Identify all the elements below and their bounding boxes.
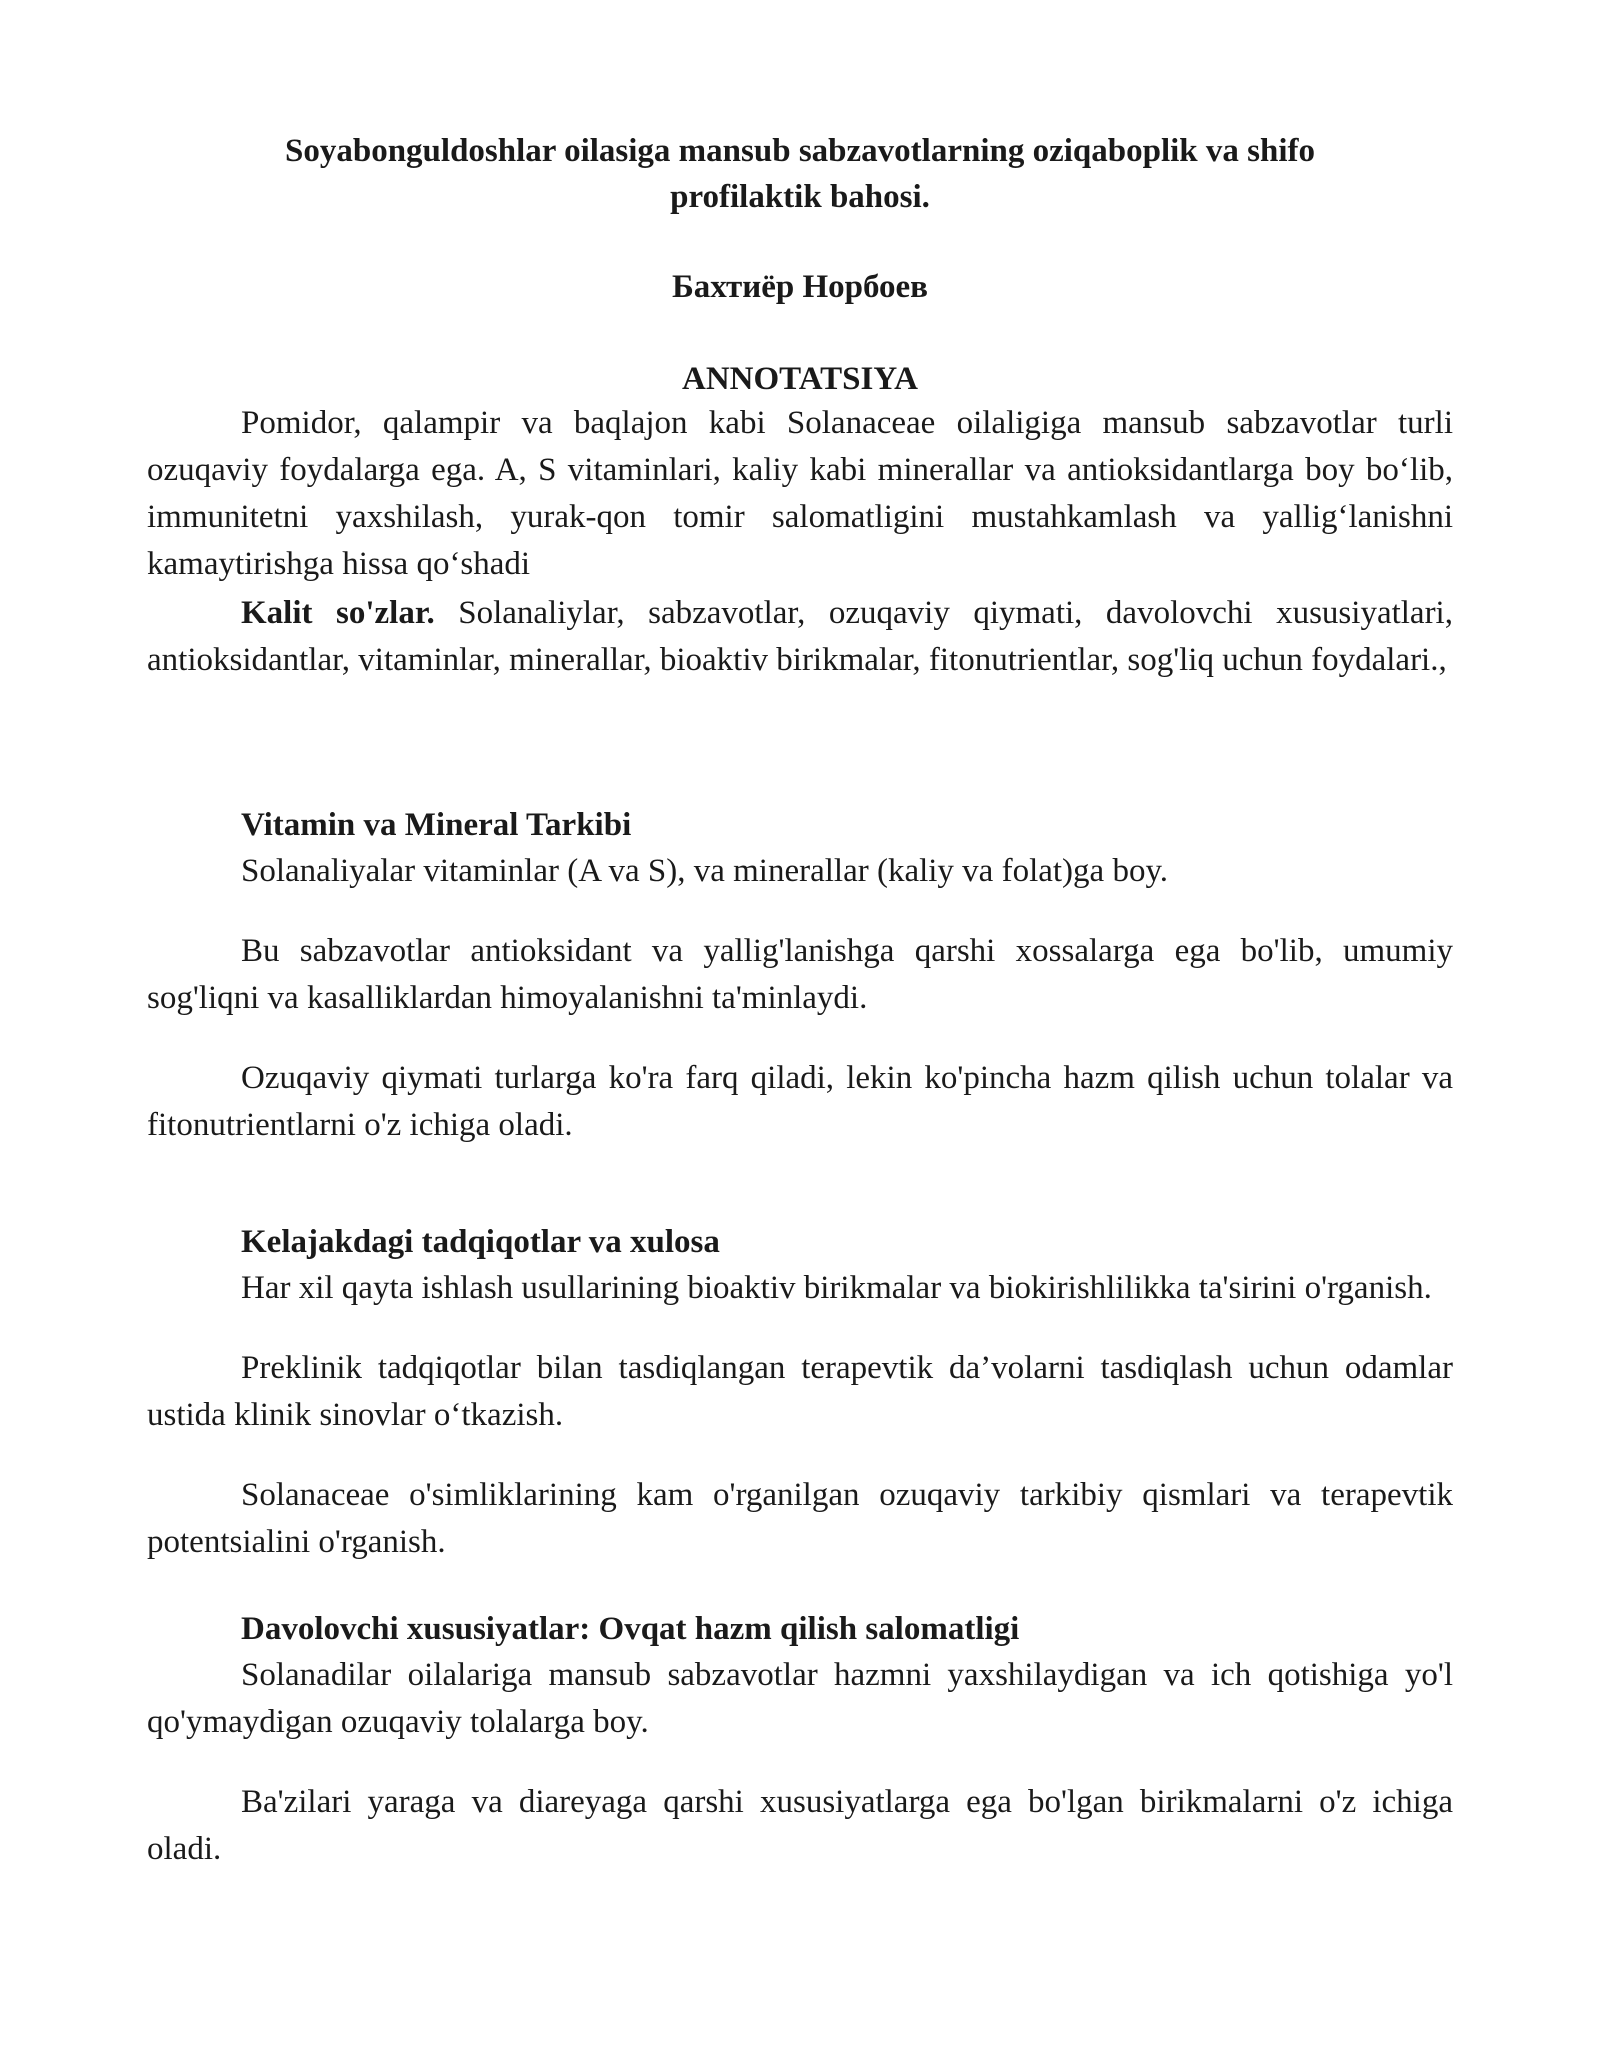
annotation-text: Pomidor, qalampir va baqlajon kabi Solanaceae oilaligiga mansub sabzavotlar turli ozuqaviy foydalarga ega. A, S vitaminlari, kaliy kabi minerallar va antioksidantlarga boy bo‘lib, immunitetni yaxshilash, yurak-qon tomir salomatligini mustahkamlash va yallig‘lanishni kamaytirishga hissa qo‘shadi xyxy=(147,405,1453,582)
section-heading-digestive: Davolovchi xususiyatlar: Ovqat hazm qilish salomatligi xyxy=(241,1611,1020,1647)
keywords-paragraph xyxy=(147,590,1453,684)
section-paragraph: Preklinik tadqiqotlar bilan tasdiqlangan terapevtik da’volarni tasdiqlash uchun odamlar ustida klinik sinovlar o‘tkazish. xyxy=(147,1350,1453,1433)
section-heading-vitamin: Vitamin va Mineral Tarkibi xyxy=(241,807,632,843)
keywords-text: Solanaliylar, sabzavotlar, ozuqaviy qiymati, davolovchi xususiyatlari, antioksidantlar, vitaminlar, minerallar, bioaktiv birikmalar, fitonutrientlar, sog'liq uchun foydalari., xyxy=(147,595,1453,678)
section-paragraph: Solanaliyalar vitaminlar (A va S), va minerallar (kaliy va folat)ga boy. xyxy=(241,853,1169,889)
section-paragraph: Ozuqaviy qiymati turlarga ko'ra farq qiladi, lekin ko'pincha hazm qilish uchun tolalar va fitonutrientlarni o'z ichiga oladi. xyxy=(147,1060,1453,1143)
document-title: Soyabonguldoshlar oilasiga mansub sabzavotlarning oziqaboplik va shifo profilaktik bahosi. xyxy=(284,133,1316,215)
section-paragraph: Har xil qayta ishlash usullarining bioaktiv birikmalar va biokirishlilikka ta'sirini o'rganish. xyxy=(241,1270,1432,1306)
document-page xyxy=(147,128,1453,1873)
annotation-heading: ANNOTATSIYA xyxy=(682,361,918,397)
section-paragraph: Bu sabzavotlar antioksidant va yallig'lanishga qarshi xossalarga ega bo'lib, umumiy sog'liqni va kasalliklardan himoyalanishni ta'minlaydi. xyxy=(147,933,1453,1016)
author-name: Бахтиёр Норбоев xyxy=(671,269,929,305)
section-heading-research: Kelajakdagi tadqiqotlar va xulosa xyxy=(241,1224,720,1260)
keywords-label: Kalit so'zlar. xyxy=(241,595,435,631)
section-paragraph: Solanadilar oilalariga mansub sabzavotlar hazmni yaxshilaydigan va ich qotishiga yo'l qo'ymaydigan ozuqaviy tolalarga boy. xyxy=(147,1657,1453,1740)
section-paragraph: Solanaceae o'simliklarining kam o'rganilgan ozuqaviy tarkibiy qismlari va terapevtik potentsialini o'rganish. xyxy=(147,1477,1453,1560)
section-paragraph: Ba'zilari yaraga va diareyaga qarshi xususiyatlarga ega bo'lgan birikmalarni o'z ichiga oladi. xyxy=(147,1784,1453,1867)
